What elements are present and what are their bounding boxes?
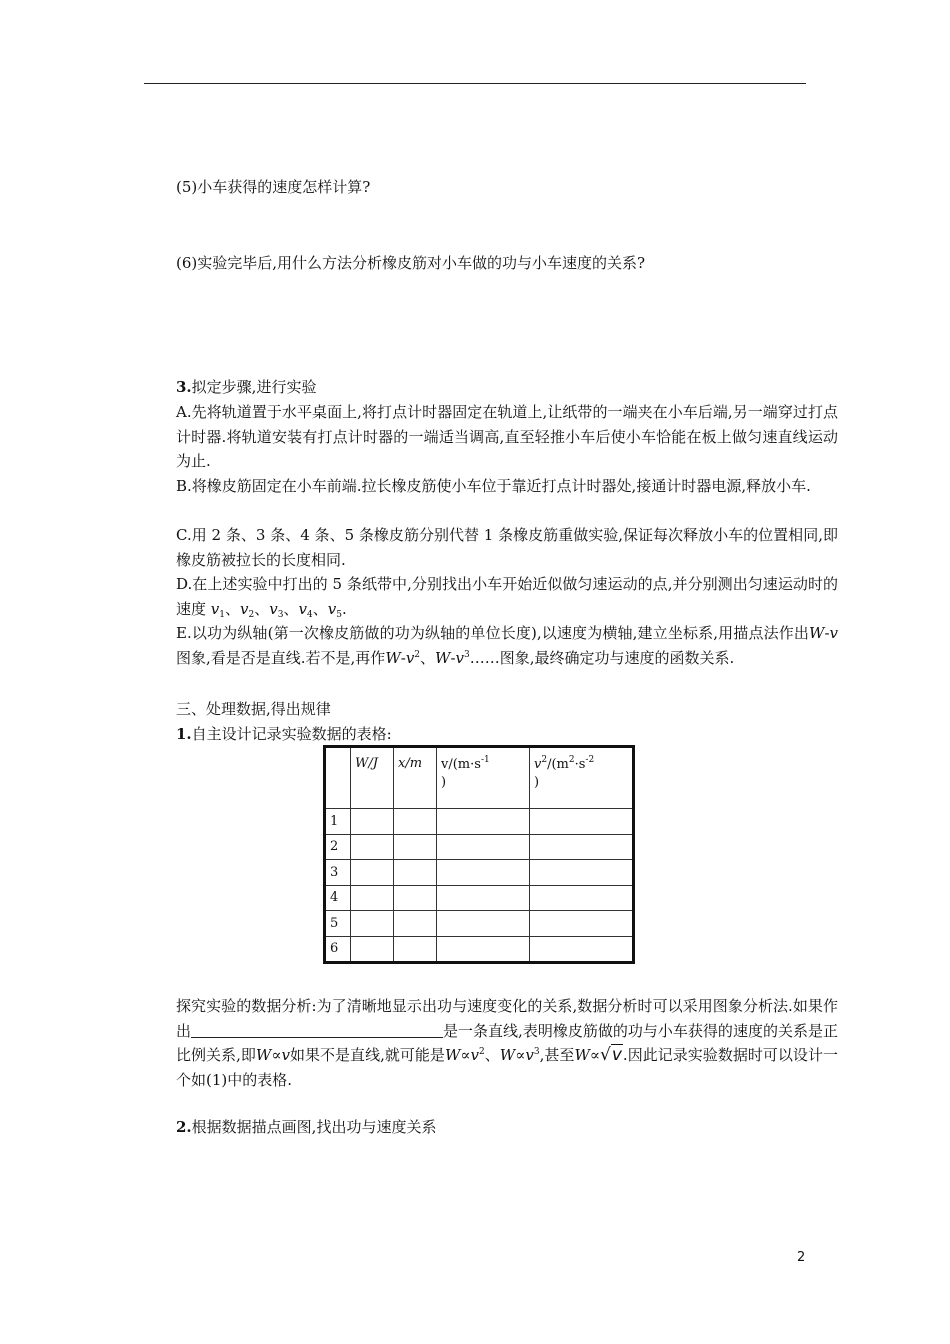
step-e: E.以功为纵轴(第一次橡皮筋做的功为纵轴的单位长度),以速度为横轴,建立坐标系,用描点法作出W-v图象,看是否是直线.若不是,再作$W-v^2$、$W-v^3\dots\dots$图象,最终确定功与速度的函数关系. bbox=[176, 624, 838, 667]
page-number: 2 bbox=[797, 1250, 806, 1265]
step-b: B.将橡皮筋固定在小车前端.拉长橡皮筋使小车位于靠近打点计时器处,接通计时器电源,释放小车. bbox=[176, 477, 811, 495]
table-header-row bbox=[325, 747, 634, 809]
header-rule bbox=[144, 83, 806, 84]
table-row: 6 bbox=[325, 936, 634, 963]
analysis-paragraph: 探究实验的数据分析:为了清晰地显示出功与速度变化的关系,数据分析时可以采用图象分析法.如果作出 是一条直线,表明橡皮筋做的功与小车获得的速度的关系是正比例关系,即W∝v如果不是直线,就可能是$W\propto v^2$、$W\propto v^3$,甚至W∝√v.因此记录实验数据时可以设计一个如(1)中的表格. bbox=[176, 997, 838, 1089]
col-header-distance: x/m bbox=[394, 747, 437, 809]
item-1: 1.自主设计记录实验数据的表格: bbox=[176, 725, 392, 743]
answer-blank[interactable] bbox=[191, 1023, 443, 1038]
section-3-heading bbox=[176, 376, 316, 397]
question-5: (5)小车获得的速度怎样计算? bbox=[176, 178, 371, 196]
step-c: C.用 2 条、3 条、4 条、5 条橡皮筋分别代替 1 条橡皮筋重做实验,保证每次释放小车的位置相同,即橡皮筋被拉长的长度相同. bbox=[176, 526, 838, 569]
table-row: 4 bbox=[325, 885, 634, 911]
step-a: A.先将轨道置于水平桌面上,将打点计时器固定在轨道上,让纸带的一端夹在小车后端,另一端穿过打点计时器.将轨道安装有打点计时器的一端适当调高,直至轻推小车后使小车恰能在板上做匀速直线运动为止. bbox=[176, 403, 838, 470]
item-2: 2.根据数据描点画图,找出功与速度关系 bbox=[176, 1118, 437, 1136]
table-row: 2 bbox=[325, 834, 634, 860]
part-3-heading: 三、处理数据,得出规律 bbox=[176, 700, 331, 718]
col-header-velocity-squared: $v^2/(m^2\cdot s^{-2}$ ) bbox=[530, 747, 634, 809]
question-6: (6)实验完毕后,用什么方法分析橡皮筋对小车做的功与小车速度的关系? bbox=[176, 254, 646, 272]
sqrt-v: √v bbox=[600, 1045, 622, 1065]
section-3-title: 拟定步骤,进行实验 bbox=[191, 378, 317, 396]
table-header-empty bbox=[325, 747, 351, 809]
section-3-number: 3. bbox=[176, 378, 192, 396]
table-row: 1 bbox=[325, 809, 634, 835]
step-d: D.在上述实验中打出的 5 条纸带中,分别找出小车开始近似做匀速运动的点,并分别测出匀速运动时的速度 $v_1$、$v_2$、$v_3$、$v_4$、$v_5$. bbox=[176, 575, 838, 620]
table-row: 3 bbox=[325, 860, 634, 886]
data-table bbox=[323, 745, 635, 964]
table-row: 5 bbox=[325, 911, 634, 937]
col-header-work: W/J bbox=[351, 747, 394, 809]
col-header-velocity: $v/(m\cdot s^{-1}$ ) bbox=[437, 747, 530, 809]
